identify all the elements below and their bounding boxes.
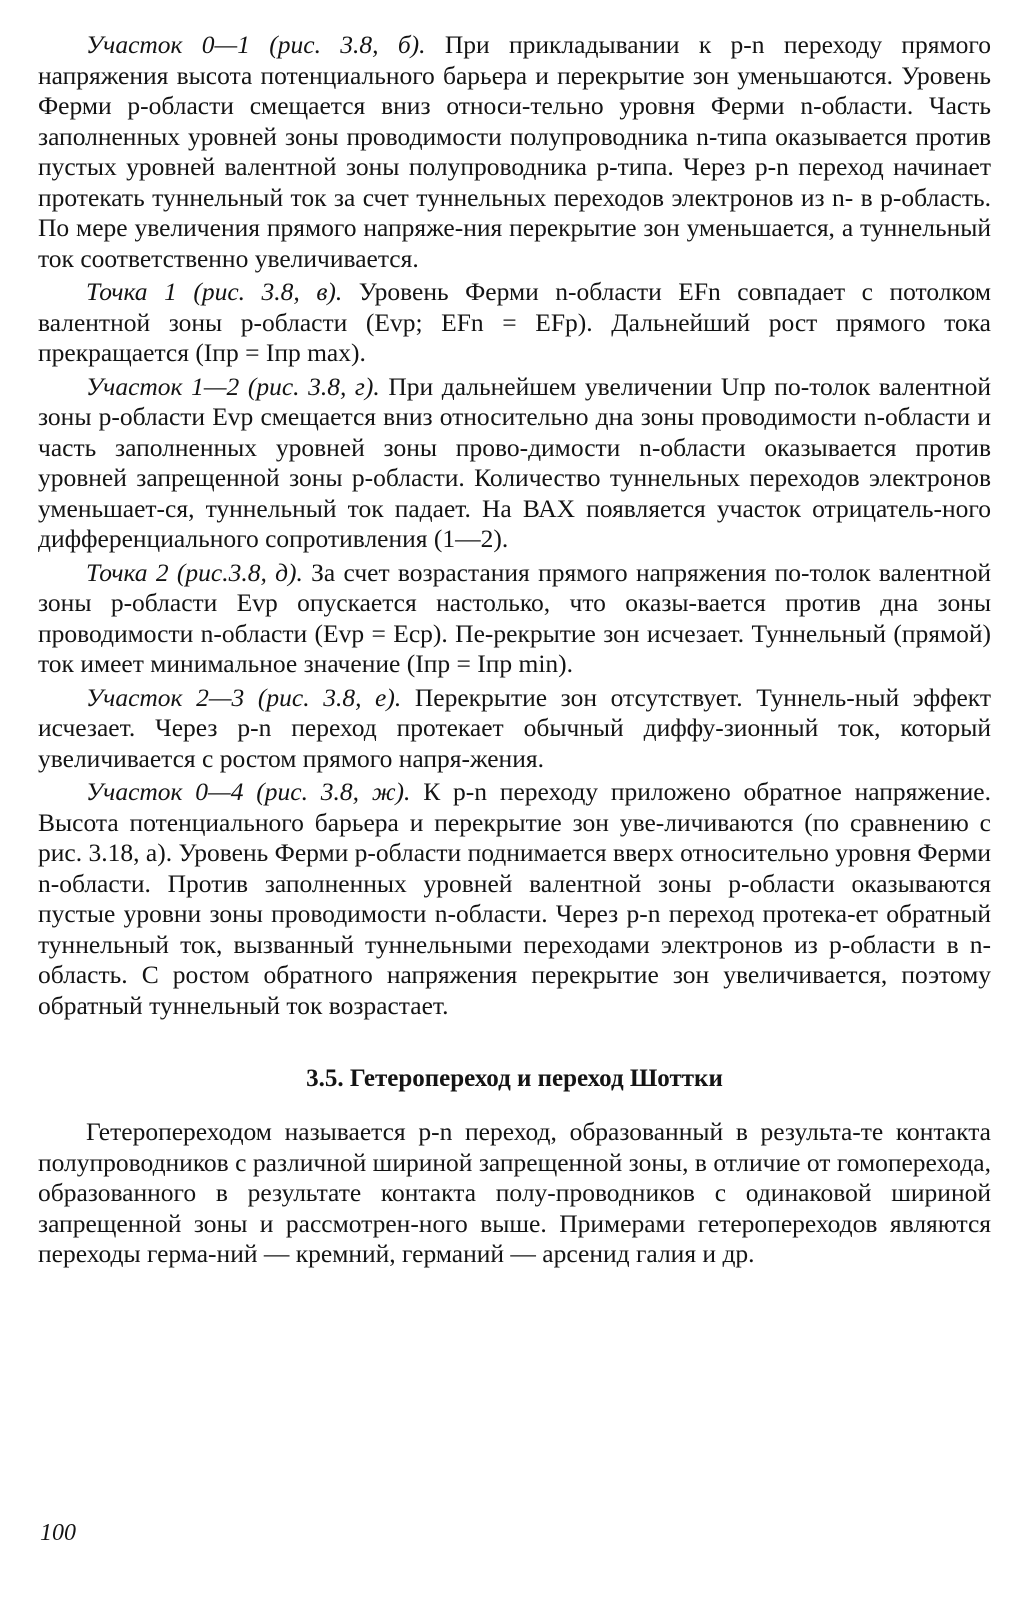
- paragraph-point-1: [38, 277, 991, 369]
- paragraph-body: За счет возрастания прямого напряжения по-толок валентной зоны p-области Evp опускается настолько, что оказы-вается против дна зоны проводимости n-области (Evp = Ecp). Пе-рекрытие зон исчезает. Туннельный (прямой) ток имеет минимальное значение (Iпр = Iпр min).: [38, 557, 991, 678]
- paragraph-segment-2-3: [38, 683, 991, 775]
- paragraph-body: Уровень Ферми n-области EFn совпадает с потолком валентной зоны p-области (Evp; EFn = EFp). Дальнейший рост прямого тока прекращается (Iпр = Iпр max).: [38, 277, 991, 367]
- paragraph-lead: Участок 0—4 (рис. 3.8, ж).: [86, 777, 411, 806]
- paragraph-segment-0-1: [38, 30, 991, 274]
- paragraph-body: Перекрытие зон отсутствует. Туннель-ный эффект исчезает. Через p-n переход протекает обычный диффу-зионный ток, который увеличивается с ростом прямого напря-жения.: [38, 682, 991, 773]
- paragraph-lead: Участок 1—2 (рис. 3.8, г).: [86, 371, 380, 401]
- paragraph-point-2: [38, 558, 991, 680]
- paragraph-body: При прикладывании к p-n переходу прямого напряжения высота потенциального барьера и перекрытие зон уменьшаются. Уровень Ферми p-области смещается вниз относи-тельно уровня Ферми n-области. Часть заполненных уровней зоны проводимости полупроводника n-типа оказывается против пустых уровней валентной зоны полупроводника p-типа. Через p-n переход начинает протекать туннельный ток за счет туннельных переходов электронов из n- в p-область. По мере увеличения прямого напряже-ния перекрытие зон уменьшается, а туннельный ток соответственно увеличивается.: [38, 30, 991, 273]
- section-heading: 3.5. Гетеропереход и переход Шоттки: [306, 1065, 723, 1092]
- paragraph-lead: Точка 2 (рис.3.8, д).: [86, 557, 303, 587]
- paragraph-body: При дальнейшем увеличении Uпр по-толок валентной зоны p-области Evp смещается вниз относительно дна зоны проводимости n-области и часть заполненных уровней зоны прово-димости n-области оказывается против уровней запрещенной зоны p-области. Количество туннельных переходов электронов уменьшает-ся, туннельный ток падает. На ВАХ появляется участок отрицатель-ного дифференциального сопротивления (1—2).: [38, 371, 991, 553]
- paragraph-lead: Участок 0—1 (рис. 3.8, б).: [86, 30, 426, 59]
- paragraph-segment-0-4: [38, 777, 991, 1021]
- paragraph-lead: Участок 2—3 (рис. 3.8, е).: [86, 682, 402, 712]
- paragraph-segment-1-2: [38, 372, 991, 555]
- paragraph-lead: Точка 1 (рис. 3.8, в).: [86, 277, 343, 306]
- paragraph-body: К p-n переходу приложено обратное напряжение. Высота потенциального барьера и перекрытие зон уве-личиваются (по сравнению с рис. 3.18, а). Уровень Ферми p-области поднимается вверх относительно уровня Ферми n-области. Против заполненных уровней валентной зоны p-области оказываются пустые уровни зоны проводимости n-области. Через p-n переход протека-ет обратный туннельный ток, вызванный туннельными переходами электронов из p-области в n-область. С ростом обратного напряжения перекрытие зон увеличивается, поэтому обратный туннельный ток возрастает.: [38, 777, 991, 1020]
- page-number: 100: [40, 1520, 76, 1546]
- paragraph-heterojunction: Гетеропереходом называется p-n переход, образованный в результа-те контакта полупроводников с различной шириной запрещенной зоны, в отличие от гомоперехода, образованного в результате контакта полу-проводников с одинаковой шириной запрещенной зоны и рассмотрен-ного выше. Примерами гетеропереходов являются переходы герма-ний — кремний, германий — арсенид галия и др.: [38, 1117, 991, 1268]
